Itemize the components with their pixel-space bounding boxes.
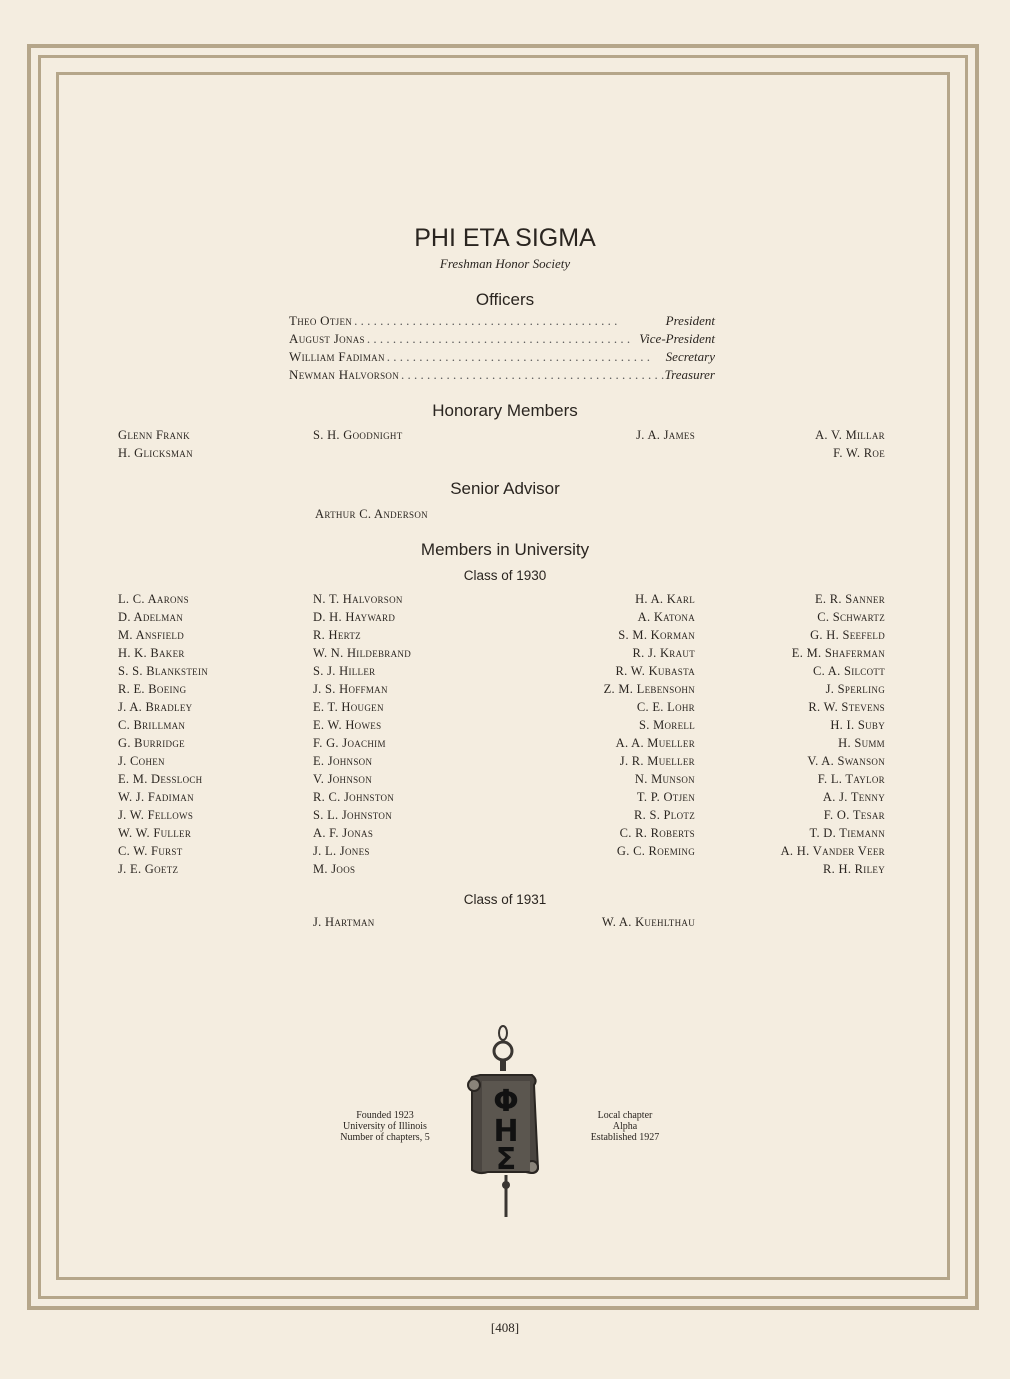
- member-name: A. V. Millar: [815, 428, 885, 442]
- member-name: R. Hertz: [313, 628, 361, 642]
- member-name: H. Glicksman: [118, 446, 193, 460]
- founded-line: Founded 1923: [356, 1110, 414, 1121]
- member-name: R. E. Boeing: [118, 682, 187, 696]
- member-name: C. W. Furst: [118, 844, 183, 858]
- page-title: PHI ETA SIGMA: [414, 224, 596, 252]
- member-name: H. Summ: [838, 736, 885, 750]
- member-name: E. T. Hougen: [313, 700, 384, 714]
- officer-name: Newman Halvorson: [289, 367, 399, 382]
- member-name: E. M. Dessloch: [118, 772, 203, 786]
- member-name: T. D. Tiemann: [809, 826, 885, 840]
- officers-heading: Officers: [475, 290, 535, 309]
- member-name: J. L. Jones: [313, 844, 370, 858]
- member-name: R. S. Plotz: [633, 808, 695, 822]
- member-name: Z. M. Lebensohn: [603, 682, 695, 696]
- member-name: G. C. Roeming: [616, 844, 695, 858]
- member-name: J. A. James: [636, 428, 695, 442]
- member-name: F. W. Roe: [833, 446, 885, 460]
- member-name: J. Cohen: [118, 754, 165, 768]
- member-name: G. H. Seefeld: [810, 628, 885, 642]
- officer-role: Vice-President: [639, 331, 715, 346]
- honorary-column-3: [636, 426, 695, 444]
- advisor-name: Arthur C. Anderson: [315, 507, 428, 521]
- member-name: C. Schwartz: [817, 610, 885, 624]
- member-name: S. S. Blankstein: [118, 664, 209, 678]
- member-name: F. G. Joachim: [313, 736, 386, 750]
- member-name: S. Morell: [638, 718, 695, 732]
- member-name: J. W. Fellows: [118, 808, 194, 822]
- members-heading: Members in University: [420, 540, 590, 559]
- officer-role: President: [665, 313, 715, 328]
- member-name: V. A. Swanson: [807, 754, 885, 768]
- member-name: A. A. Mueller: [615, 736, 695, 750]
- founded-info: [320, 1110, 450, 1143]
- member-name: V. Johnson: [313, 772, 373, 786]
- member-name: R. W. Kubasta: [615, 664, 695, 678]
- member-name: G. Burridge: [118, 736, 185, 750]
- officer-role: Secretary: [665, 349, 715, 364]
- local-line: Alpha: [612, 1121, 638, 1132]
- honorary-column-4: [815, 426, 885, 462]
- class-1930-column-1: [118, 590, 208, 878]
- member-name: J. R. Mueller: [619, 754, 695, 768]
- class-1930-column-2: [313, 590, 411, 878]
- member-name: M. Ansfield: [118, 628, 185, 642]
- officer-row: [289, 367, 715, 385]
- member-name: L. C. Aarons: [118, 592, 189, 606]
- founded-line: Number of chapters, 5: [340, 1132, 430, 1143]
- member-name: A. J. Tenny: [822, 790, 885, 804]
- badge-letter: Σ: [495, 1142, 517, 1177]
- member-name: S. J. Hiller: [313, 664, 376, 678]
- member-name: N. Munson: [634, 772, 695, 786]
- member-name: C. A. Silcott: [812, 664, 885, 678]
- advisor-heading: Senior Advisor: [450, 479, 560, 498]
- member-name: T. P. Otjen: [636, 790, 695, 804]
- local-chapter-info: [560, 1110, 690, 1143]
- founded-line: University of Illinois: [343, 1121, 427, 1132]
- member-name: E. W. Howes: [313, 718, 382, 732]
- member-name: F. L. Taylor: [817, 772, 885, 786]
- officer-row: [289, 331, 715, 349]
- page-number: [408]: [490, 1320, 520, 1335]
- member-name: S. H. Goodnight: [313, 428, 403, 442]
- member-name: J. A. Bradley: [118, 700, 193, 714]
- class-1931-heading: Class of 1931: [463, 892, 547, 907]
- class-1930-column-3: [604, 590, 695, 860]
- member-name: A. F. Jonas: [313, 826, 374, 840]
- member-name: R. W. Stevens: [808, 700, 885, 714]
- badge-letter: Η: [493, 1114, 519, 1149]
- local-line: Local chapter: [597, 1110, 653, 1121]
- member-name: R. C. Johnston: [313, 790, 395, 804]
- class-1930-column-4: [781, 590, 885, 878]
- member-name: W. W. Fuller: [118, 826, 192, 840]
- member-name: J. S. Hoffman: [313, 682, 388, 696]
- local-line: Established 1927: [590, 1132, 660, 1143]
- member-name: S. L. Johnston: [313, 808, 392, 822]
- member-name: W. J. Fadiman: [118, 790, 194, 804]
- honorary-column-2: [313, 426, 403, 444]
- member-name: A. H. Vander Veer: [780, 844, 885, 858]
- member-name: E. R. Sanner: [814, 592, 885, 606]
- member-name: E. Johnson: [313, 754, 373, 768]
- member-name: C. E. Lohr: [636, 700, 695, 714]
- member-name: M. Joos: [313, 862, 356, 876]
- member-name: W. A. Kuehlthau: [601, 915, 695, 929]
- officer-row: [289, 349, 715, 367]
- honorary-column-1: [118, 426, 193, 462]
- member-name: H. A. Karl: [635, 592, 695, 606]
- member-name: J. Sperling: [825, 682, 885, 696]
- member-name: H. K. Baker: [118, 646, 185, 660]
- honorary-heading: Honorary Members: [432, 401, 578, 420]
- badge-letter: Φ: [493, 1084, 519, 1119]
- member-name: C. R. Roberts: [619, 826, 695, 840]
- member-name: Glenn Frank: [118, 428, 190, 442]
- member-name: C. Brillman: [118, 718, 186, 732]
- member-name: N. T. Halvorson: [313, 592, 403, 606]
- member-name: A. Katona: [637, 610, 695, 624]
- member-name: W. N. Hildebrand: [313, 646, 412, 660]
- officer-name: August Jonas: [289, 331, 365, 346]
- officer-name: Theo Otjen: [289, 313, 353, 328]
- member-name: H. I. Suby: [830, 718, 885, 732]
- member-name: D. Adelman: [118, 610, 184, 624]
- member-name: F. O. Tesar: [823, 808, 885, 822]
- page-subtitle: Freshman Honor Society: [439, 256, 571, 271]
- member-name: R. H. Riley: [823, 862, 885, 876]
- member-name: D. H. Hayward: [313, 610, 396, 624]
- member-name: S. M. Korman: [618, 628, 695, 642]
- society-badge-icon: [460, 1025, 545, 1220]
- officer-name: William Fadiman: [289, 349, 385, 364]
- member-name: J. Hartman: [313, 915, 375, 929]
- member-name: J. E. Goetz: [118, 862, 179, 876]
- member-name: R. J. Kraut: [632, 646, 695, 660]
- officer-role: Treasurer: [664, 367, 715, 382]
- officer-row: [289, 313, 715, 331]
- class-1930-heading: Class of 1930: [463, 568, 547, 583]
- member-name: E. M. Shaferman: [791, 646, 885, 660]
